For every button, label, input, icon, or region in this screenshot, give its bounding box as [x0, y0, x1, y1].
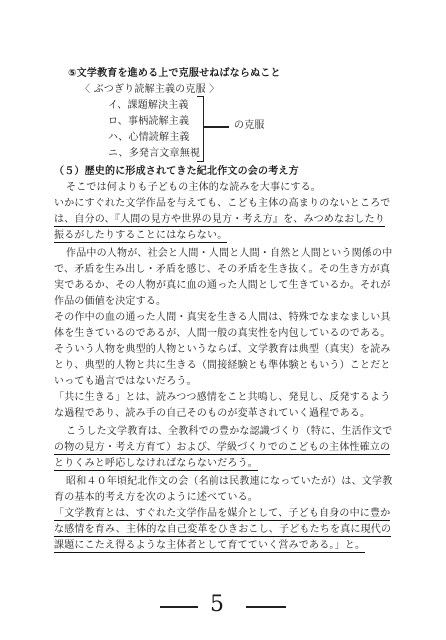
- footer-dash-right: [246, 606, 286, 608]
- body-line-underlined: 振るがしたりすることにはならない。: [54, 230, 228, 241]
- list-item-i: イ、課題解決主義: [108, 100, 189, 111]
- body-line: こうした文学教育は、全教科での豊かな認識づくり（特に、生活作文で: [66, 426, 393, 437]
- body-line: そこでは何よりも子どもの主体的な読みを大事にする。: [66, 182, 321, 193]
- body-line: [54, 198, 391, 210]
- quote-line-underlined: 課題にこたえ得るような主体者として育てていく営みである。」と。: [54, 540, 366, 551]
- body-line: 昭和４０年頃紀北作文の会（名前は民教連になっていたが）は、文学教: [66, 476, 393, 487]
- list-item-ro: ロ、事柄読解主義: [108, 116, 190, 127]
- body-line: な過程であり、読み手の自己そのものが変革されていく過程である。: [54, 408, 371, 419]
- section-5-heading: （５）歴史的に形成されてきた紀北作文の会の考え方: [54, 166, 299, 177]
- section-subheading: 〈 ぶつぎり読解主義の克服 〉: [80, 84, 220, 95]
- page-footer: [150, 592, 300, 618]
- body-line: とり、典型的人物と共に生きる（間接経験とも準体験ともいう）ことだと: [54, 360, 391, 371]
- quote-line-underlined: な感情を育み、主体的な自己変革をひきおこし、子どもたちを真に現代の: [54, 524, 392, 535]
- section-item5-heading: ⑤文学教育を進める上で克服せねばならぬこと: [68, 68, 281, 79]
- list-item-ha: ハ、心情読解主義: [108, 132, 190, 143]
- brace-label: の克服: [234, 120, 265, 131]
- body-line: 作品中の人物が、社会と人間・人間と人間・自然と人間という関係の中: [66, 248, 393, 259]
- body-line: いっても過言ではないだろう。: [54, 376, 197, 387]
- body-line-underlined: の物の見方・考え方育て）および、学級づくりでのこどもの主体性確立の: [54, 442, 391, 453]
- footer-dash-left: [160, 606, 198, 608]
- body-line-underlined: とりくみと呼応しなければならないだろう。: [54, 458, 258, 469]
- body-line-text: いかにすぐれた文学作品を与えても、こども主体の高まりのないところで: [54, 198, 391, 209]
- body-line-underlined: は、自分の、『人間の見方や世界の見方・考え方』を、みつめなおしたり: [54, 214, 385, 225]
- body-line: で、矛盾を生み出し・矛盾を感じ、その矛盾を生き抜く。その生き方が真: [54, 264, 391, 275]
- body-line: 育の基本的考え方を次のように述べている。: [54, 492, 258, 503]
- body-line: 「共に生きる」とは、読みつつ感情をこと共鳴し、発見し、反発するよう: [54, 392, 391, 403]
- quote-line-underlined: 「文学教育とは、すぐれた文学作品を媒介として、子ども自身の中に豊か: [54, 508, 391, 519]
- list-item-ni: ニ、多発言文章無視: [108, 148, 201, 159]
- body-line: 実であるか、その人物が真に血の通った人間として生きているか。それが: [54, 280, 391, 291]
- page-number: 5: [210, 592, 224, 617]
- body-line: その作中の血の通った人間・真実を生きる人間は、特殊でなまなましい具: [54, 312, 391, 323]
- brace-connector: [203, 126, 229, 128]
- grouping-brace: [197, 96, 204, 162]
- body-line: 体を生きているのであるが、人間一般の真実性を内包しているのである。: [54, 328, 391, 339]
- body-line: そういう人物を典型的人物というならば、文学教育は典型（真実）を読み: [54, 344, 391, 355]
- body-line: 作品の価値を決定する。: [54, 296, 167, 307]
